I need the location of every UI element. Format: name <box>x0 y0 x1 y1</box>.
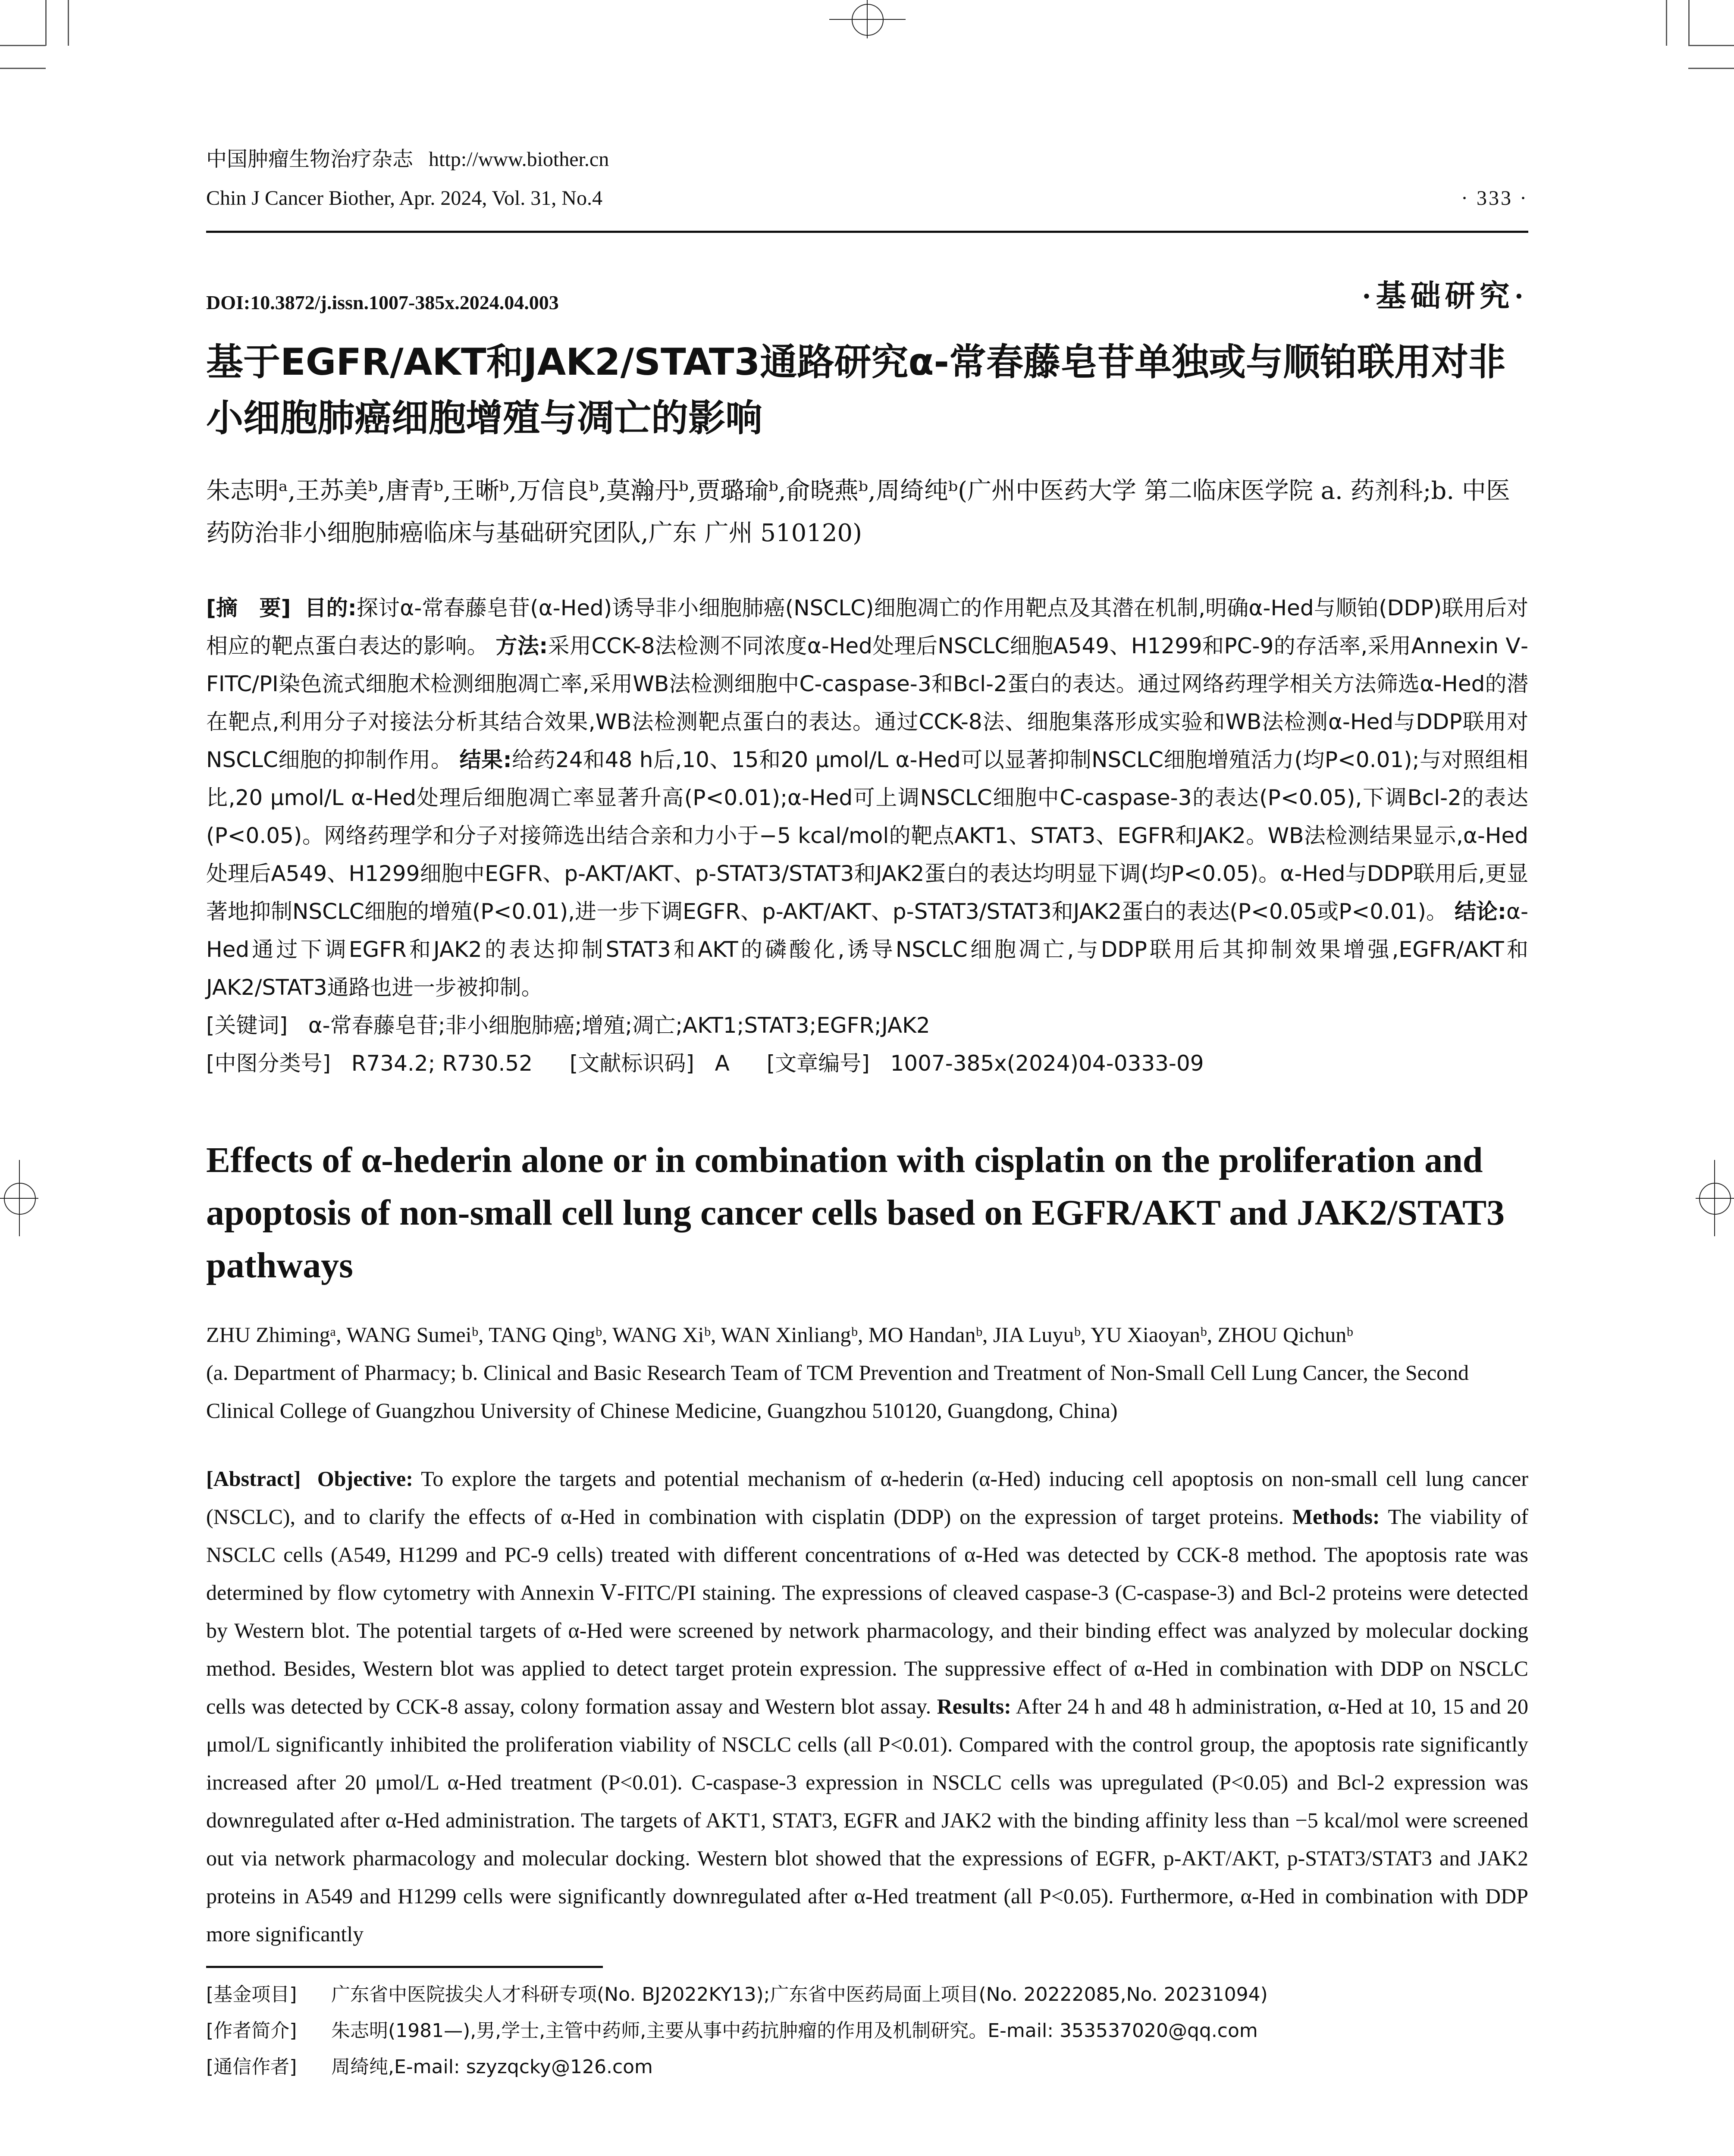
footnote-label: [通信作者] <box>206 2056 297 2078</box>
classification-row <box>206 1044 1528 1082</box>
article-no-value: 1007-385x(2024)04-0333-09 <box>890 1051 1204 1076</box>
clc-value: R734.2; R730.52 <box>351 1051 533 1076</box>
keywords-label: [关键词] <box>206 1013 288 1038</box>
doi-row <box>206 233 1528 315</box>
journal-name-cn: 中国肿瘤生物治疗杂志 <box>206 148 414 171</box>
crop-mark-tl-h2 <box>0 68 46 69</box>
crop-mark-tr-h2 <box>1688 68 1734 69</box>
journal-line-cn <box>206 147 609 172</box>
affiliation-en: (a. Department of Pharmacy; b. Clinical and Basic Research Team of TCM Prevention and Treatment of Non-Small Cell Lung Cancer, the Second Clinical College of Guangzhou University of Chinese Medicine, Guangzhou 510120, Guangdong, China) <box>206 1360 1469 1423</box>
objective-en-label: Objective: <box>317 1467 413 1491</box>
abstract-cn <box>206 589 1528 1006</box>
crop-mark-tr-v <box>1666 0 1667 46</box>
methods-en: The viability of NSCLC cells (A549, H1299 and PC-9 cells) treated with different concentrations of α-Hed was detected by CCK-8 method. The apoptosis rate was determined by flow cytometry with Annexin Ⅴ-FITC/PI staining. The expressions of cleaved caspase-3 (C-caspase-3) and Bcl-2 proteins were detected by Western blot. The potential targets of α-Hed were screened by network pharmacology, and their binding effect was analyzed by molecular docking method. Besides, Western blot was applied to detect target protein expression. The suppressive effect of α-Hed in combination with DDP on NSCLC cells was detected by CCK-8 assay, colony formation assay and Western blot assay. <box>206 1504 1529 1718</box>
results-cn-label: 结果: <box>459 747 512 772</box>
doc-code-label: [文献标识码] <box>569 1051 694 1076</box>
keywords: α-常春藤皂苷;非小细胞肺癌;增殖;凋亡;AKT1;STAT3;EGFR;JAK2 <box>308 1013 930 1038</box>
footnote-text: 朱志明(1981—),男,学士,主管中药师,主要从事中药抗肿瘤的作用及机制研究。E-mail: 353537020@qq.com <box>331 2020 1258 2042</box>
conclusion-cn-label: 结论: <box>1454 899 1506 924</box>
footnote-rule <box>206 1966 603 1968</box>
methods-cn: 采用CCK-8法检测不同浓度α-Hed处理后NSCLC细胞A549、H1299和PC-9的存活率,采用Annexin Ⅴ-FITC/PI染色流式细胞术检测细胞凋亡率,采用WB法检测细胞中C-caspase-3和Bcl-2蛋白的表达。通过网络药理学相关方法筛选α-Hed的潜在靶点,利用分子对接法分析其结合效果,WB法检测靶点蛋白的表达。通过CCK-8法、细胞集落形成实验和WB法检测α-Hed与DDP联用对NSCLC细胞的抑制作用。 <box>206 633 1529 772</box>
doi[interactable]: DOI:10.3872/j.issn.1007-385x.2024.04.003 <box>206 291 559 313</box>
conclusion-cn: α-Hed通过下调EGFR和JAK2的表达抑制STAT3和AKT的磷酸化,诱导NSCLC细胞凋亡,与DDP联用后其抑制效果增强,EGFR/AKT和JAK2/STAT3通路也进一步被抑制。 <box>206 899 1529 1000</box>
clc-label: [中图分类号] <box>206 1051 331 1076</box>
footnote-author-bio <box>206 2013 1528 2049</box>
abstract-en <box>206 1460 1528 1953</box>
section-label: ·基础研究· <box>1361 280 1528 313</box>
results-en: After 24 h and 48 h administration, α-Hed at 10, 15 and 20 μmol/L significantly inhibited the proliferation viability of NSCLC cells (all P<0.01). Compared with the control group, the apoptosis rate significantly increased after 20 μmol/L α-Hed treatment (P<0.01). C-caspase-3 expression in NSCLC cells was upregulated (P<0.05) and Bcl-2 expression was downregulated after α-Hed administration. The targets of AKT1, STAT3, EGFR and JAK2 with the binding affinity less than −5 kcal/mol were screened out via network pharmacology and molecular docking. Western blot showed that the expressions of EGFR, p-AKT/AKT, p-STAT3/STAT3 and JAK2 proteins in A549 and H1299 cells were significantly downregulated after α-Hed treatment (all P<0.05). Furthermore, α-Hed in combination with DDP more significantly <box>206 1694 1529 1946</box>
footnote-label: [作者简介] <box>206 2020 297 2042</box>
journal-url[interactable]: http://www.biother.cn <box>429 148 609 171</box>
journal-line-en: Chin J Cancer Biother, Apr. 2024, Vol. 31, No.4 <box>206 187 602 210</box>
footnotes <box>206 1977 1528 2085</box>
paper-page <box>206 147 1528 2085</box>
footnote-corresponding <box>206 2049 1528 2085</box>
abstract-en-label: [Abstract] <box>206 1467 301 1491</box>
footnote-funding <box>206 1977 1528 2013</box>
footnote-label: [基金项目] <box>206 1984 297 2006</box>
objective-en: To explore the targets and potential mechanism of α-hederin (α-Hed) inducing cell apoptosis on non-small cell lung cancer (NSCLC), and to clarify the effects of α-Hed in combination with cisplatin (DDP) on the expression of target proteins. <box>206 1467 1528 1529</box>
authors-cn: 朱志明ᵃ,王苏美ᵇ,唐青ᵇ,王晰ᵇ,万信良ᵇ,莫瀚丹ᵇ,贾璐瑜ᵇ,俞晓燕ᵇ,周绮纯ᵇ(广州中医药大学 第二临床医学院 a. 药剂科;b. 中医药防治非小细胞肺癌临床与基础研究团队,广东 广州 510120) <box>206 477 1510 547</box>
objective-cn: 探讨α-常春藤皂苷(α-Hed)诱导非小细胞肺癌(NSCLC)细胞凋亡的作用靶点及其潜在机制,明确α-Hed与顺铂(DDP)联用后对相应的靶点蛋白表达的影响。 <box>206 595 1528 658</box>
objective-cn-label: 目的: <box>304 595 357 620</box>
keywords-row <box>206 1006 1528 1044</box>
crop-mark-tl-v <box>45 0 47 46</box>
authors-en-block <box>206 1316 1528 1429</box>
crop-mark-tl-v2 <box>68 0 69 46</box>
footnote-text: 广东省中医院拔尖人才科研专项(No. BJ2022KY13);广东省中医药局面上项目(No. 20222085,No. 20231094) <box>331 1984 1268 2006</box>
article-no-label: [文章编号] <box>766 1051 870 1076</box>
running-header <box>206 147 1528 231</box>
crop-mark-tr-h <box>1688 45 1734 46</box>
title-cn: 基于EGFR/AKT和JAK2/STAT3通路研究α-常春藤皂苷单独或与顺铂联用对非小细胞肺癌细胞增殖与凋亡的影响 <box>206 341 1506 440</box>
authors-en: ZHU Zhimingᵃ, WANG Sumeiᵇ, TANG Qingᵇ, WANG Xiᵇ, WAN Xinliangᵇ, MO Handanᵇ, JIA Luyuᵇ, YU Xiaoyanᵇ, ZHOU Qichunᵇ <box>206 1322 1353 1347</box>
page-number: · 333 · <box>1461 187 1528 210</box>
results-en-label: Results: <box>937 1694 1011 1718</box>
crop-mark-tl-h <box>0 45 46 46</box>
results-cn: 给药24和48 h后,10、15和20 μmol/L α-Hed可以显著抑制NSCLC细胞增殖活力(均P<0.01);与对照组相比,20 μmol/L α-Hed处理后细胞凋亡率显著升高(P<0.01);α-Hed可上调NSCLC细胞中C-caspase-3的表达(P<0.05),下调Bcl-2的表达(P<0.05)。网络药理学和分子对接筛选出结合亲和力小于−5 kcal/mol的靶点AKT1、STAT3、EGFR和JAK2。WB法检测结果显示,α-Hed处理后A549、H1299细胞中EGFR、p-AKT/AKT、p-STAT3/STAT3和JAK2蛋白的表达均明显下调(均P<0.05)。α-Hed与DDP联用后,更显著地抑制NSCLC细胞的增殖(P<0.01),进一步下调EGFR、p-AKT/AKT、p-STAT3/STAT3和JAK2蛋白的表达(P<0.05或P<0.01)。 <box>206 747 1528 924</box>
methods-cn-label: 方法: <box>495 633 548 658</box>
doc-code-value: A <box>715 1051 730 1076</box>
footnote-text: 周绮纯,E-mail: szyzqcky@126.com <box>331 2056 653 2078</box>
crop-mark-tr-v2 <box>1688 0 1690 46</box>
title-en: Effects of α-hederin alone or in combination with cisplatin on the proliferation and apoptosis of non-small cell lung cancer cells based on EGFR/AKT and JAK2/STAT3 pathways <box>206 1140 1505 1285</box>
abstract-cn-label: [摘 要] <box>206 595 291 620</box>
methods-en-label: Methods: <box>1292 1504 1380 1529</box>
